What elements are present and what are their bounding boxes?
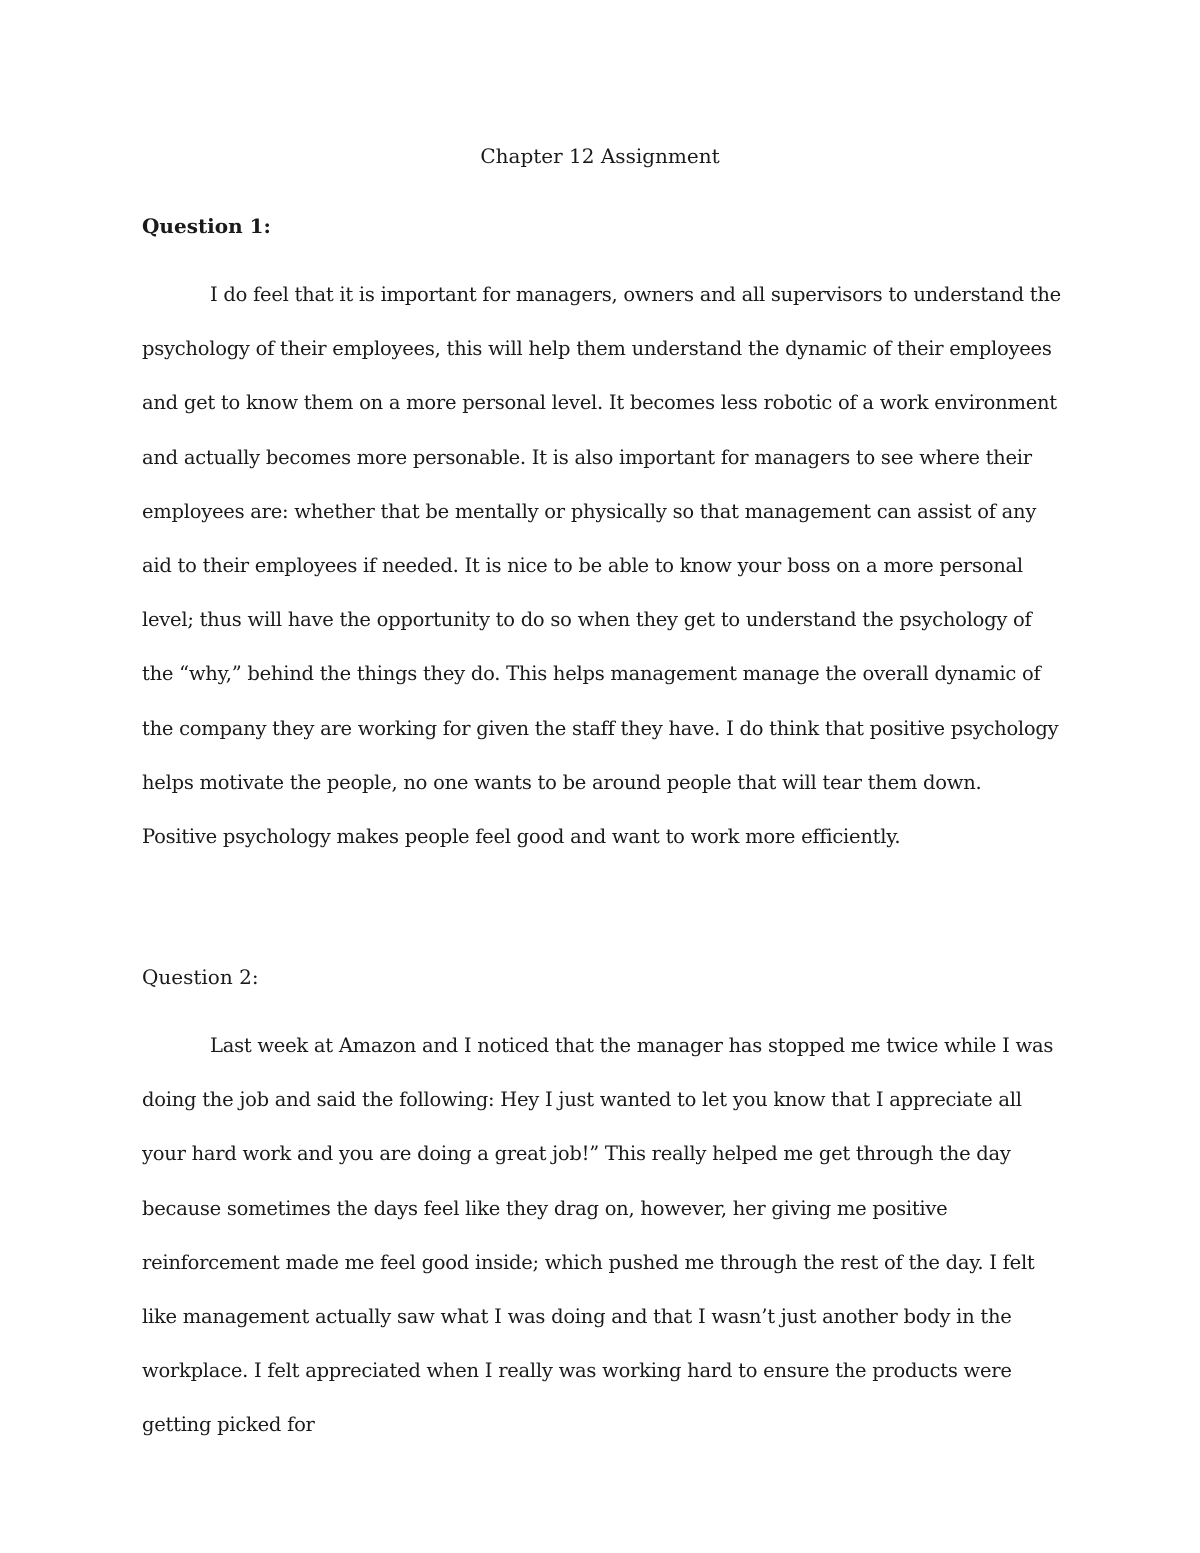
question-1-heading: Question 1:: [142, 214, 271, 238]
question-1-answer: I do feel that it is important for managers, owners and all supervisors to understand the psychology of their employees, this will help them understand the dynamic of their employees and get to know them on a more personal level. It becomes less robotic of a work environment and actually becomes more personable. It is also important for managers to see where their employees are: whether that be mentally or physically so that management can assist of any aid to their employees if needed. It is nice to be able to know your boss on a more personal level; thus will have the opportunity to do so when they get to understand the psychology of the “why,” behind the things they do. This helps management manage the overall dynamic of the company they are working for given the staff they have. I do think that positive psychology helps motivate the people, no one wants to be around people that will tear them down. Positive psychology makes people feel good and want to work more efficiently.: [142, 283, 1061, 849]
document-title: Chapter 12 Assignment: [480, 144, 720, 168]
question-2-answer: Last week at Amazon and I noticed that the manager has stopped me twice while I was doing the job and said the following: Hey I just wanted to let you know that I appreciate all your hard work and you are doing a great job!” This really helped me get through the day because sometimes the days feel like they drag on, however, her giving me positive reinforcement made me feel good inside; which pushed me through the rest of the day. I felt like management actually saw what I was doing and that I wasn’t just another body in the workplace. I felt appreciated when I really was working hard to ensure the products were getting picked for: [142, 1034, 1054, 1437]
question-2-heading: Question 2:: [142, 965, 259, 989]
